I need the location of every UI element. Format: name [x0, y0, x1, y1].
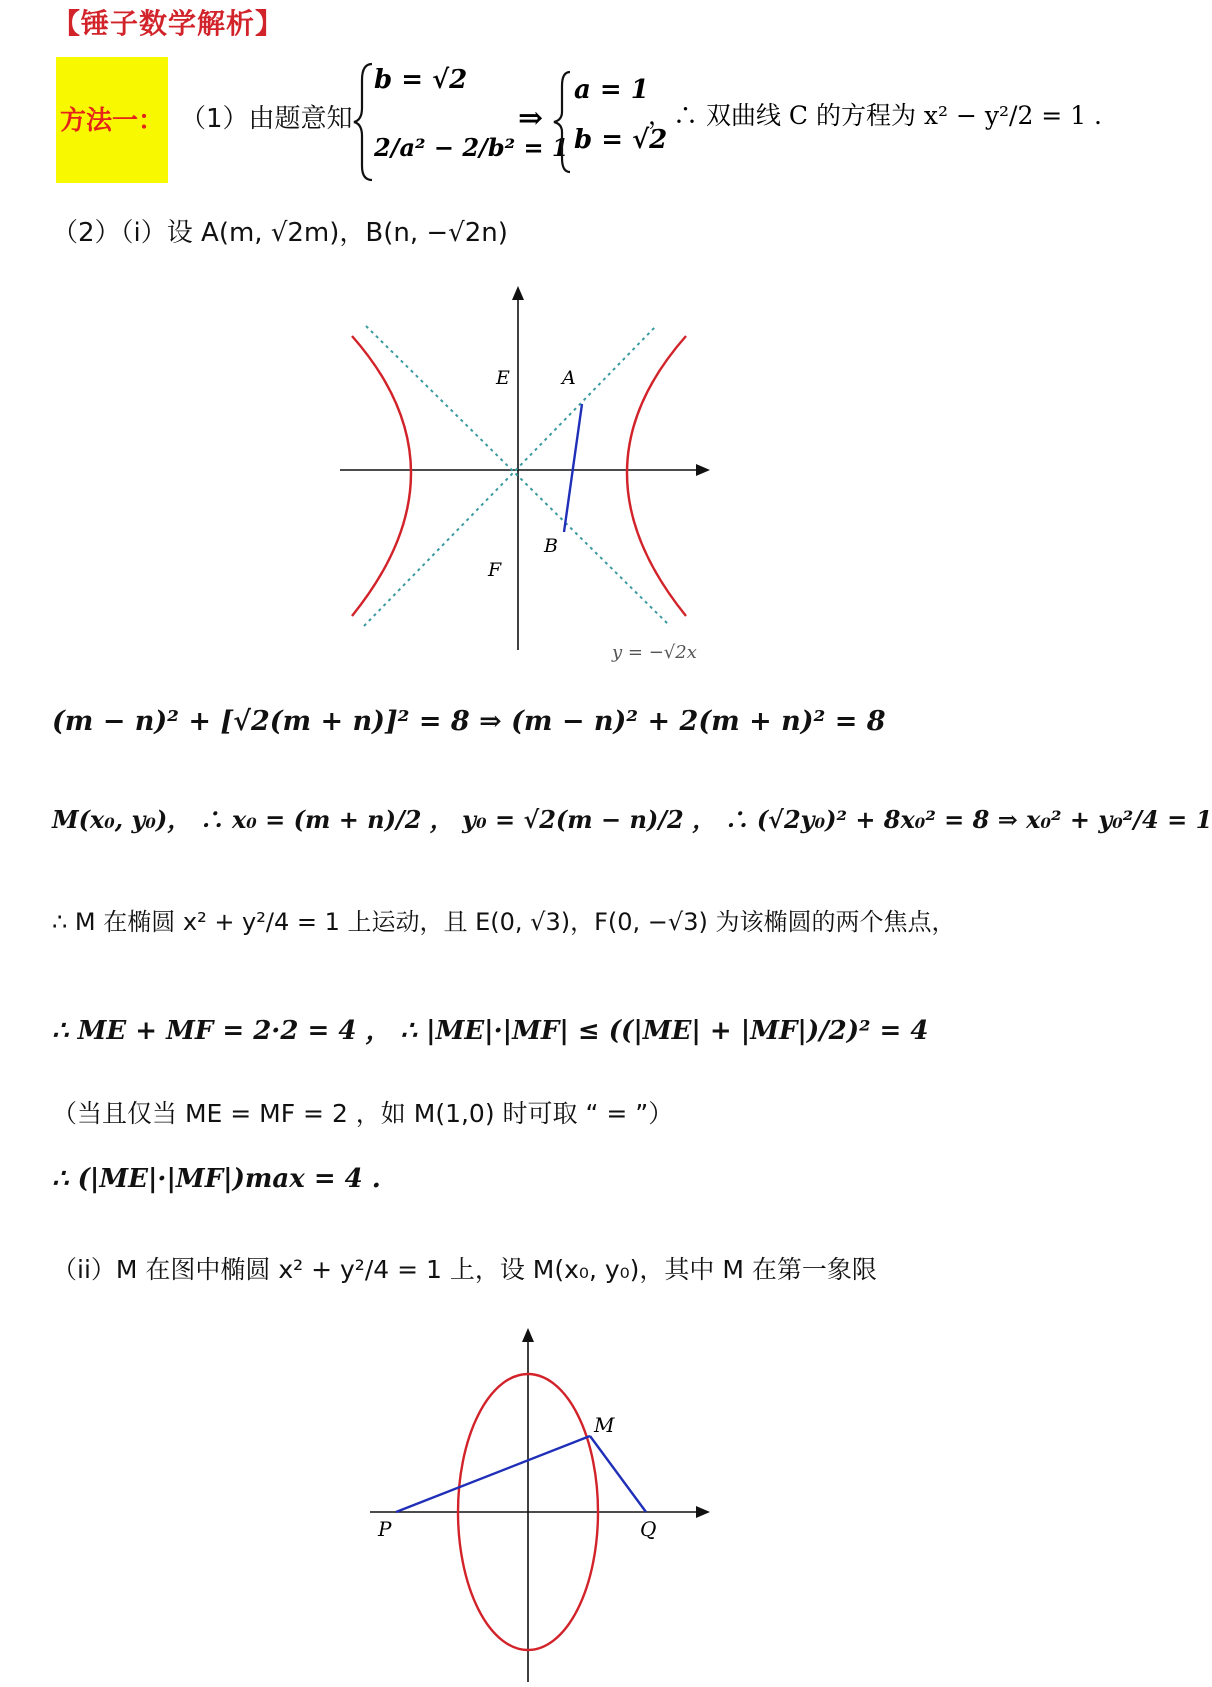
sys2-row1: a = 1	[574, 75, 649, 105]
part1-conclusion: ，∴ 双曲线 C 的方程为 x² − y²/2 = 1 .	[648, 101, 1102, 130]
y-axis-2-arrow-icon	[522, 1328, 534, 1342]
hyperbola-figure	[330, 280, 750, 670]
equation-2: M(x₀, y₀)， ∴ x₀ = (m + n)/2 ， y₀ = √2(m − n)/2 ， ∴ (√2y₀)² + 8x₀² = 8 ⇒ x₀² + y₀²/4 = 1	[52, 805, 1212, 834]
label-q: Q	[640, 1517, 657, 1541]
segment-ab	[564, 404, 582, 532]
x-axis-2-arrow-icon	[696, 1506, 710, 1518]
asymptote-label: y = −√2x	[612, 642, 697, 663]
label-f: F	[488, 559, 502, 581]
label-m: M	[594, 1413, 615, 1437]
sys1-row1: b = √2	[374, 65, 468, 95]
segment-pm	[396, 1436, 590, 1512]
equation-5: （当且仅当 ME = MF = 2 ，如 M(1,0) 时可取 “ = ”）	[52, 1099, 674, 1128]
asymptote-positive	[364, 326, 656, 626]
hyperbola-left-branch	[352, 336, 411, 616]
equation-4: ∴ ME + MF = 2·2 = 4 ， ∴ |ME|·|MF| ≤ ((|ME| + |MF|)/2)² = 4	[52, 1016, 929, 1046]
x-axis-arrow-icon	[696, 464, 710, 476]
hyperbola-right-branch	[627, 336, 686, 616]
equation-3: ∴ M 在椭圆 x² + y²/4 = 1 上运动，且 E(0, √3)，F(0, −√3) 为该椭圆的两个焦点，	[52, 908, 956, 936]
label-a: A	[562, 367, 576, 389]
part1-prefix: （1）由题意知	[180, 104, 353, 134]
sys1-row2: 2/a² − 2/b² = 1	[374, 133, 569, 162]
equation-6: ∴ (|ME|·|MF|)max = 4 .	[52, 1164, 381, 1194]
part2-setup: （2）（i）设 A(m, √2m)，B(n, −√2n)	[52, 218, 508, 248]
implies-arrow: ⇒	[518, 101, 544, 136]
method-badge-label: 方法一：	[59, 106, 164, 136]
part-ii-text: （ii）M 在图中椭圆 x² + y²/4 = 1 上，设 M(x₀, y₀)，其中 M 在第一象限	[52, 1255, 877, 1284]
y-axis-arrow-icon	[512, 286, 524, 300]
page-header: 【锤子数学解析】	[52, 7, 285, 40]
label-b: B	[544, 535, 558, 557]
equation-1: (m − n)² + [√2(m + n)]² = 8 ⇒ (m − n)² + 2(m + n)² = 8	[52, 706, 886, 737]
ellipse-figure	[360, 1322, 720, 1684]
label-e: E	[496, 367, 510, 389]
sys2-row2: b = √2	[574, 125, 668, 155]
part1-systems	[358, 58, 1178, 188]
method-badge	[56, 57, 168, 183]
label-p: P	[378, 1517, 392, 1541]
